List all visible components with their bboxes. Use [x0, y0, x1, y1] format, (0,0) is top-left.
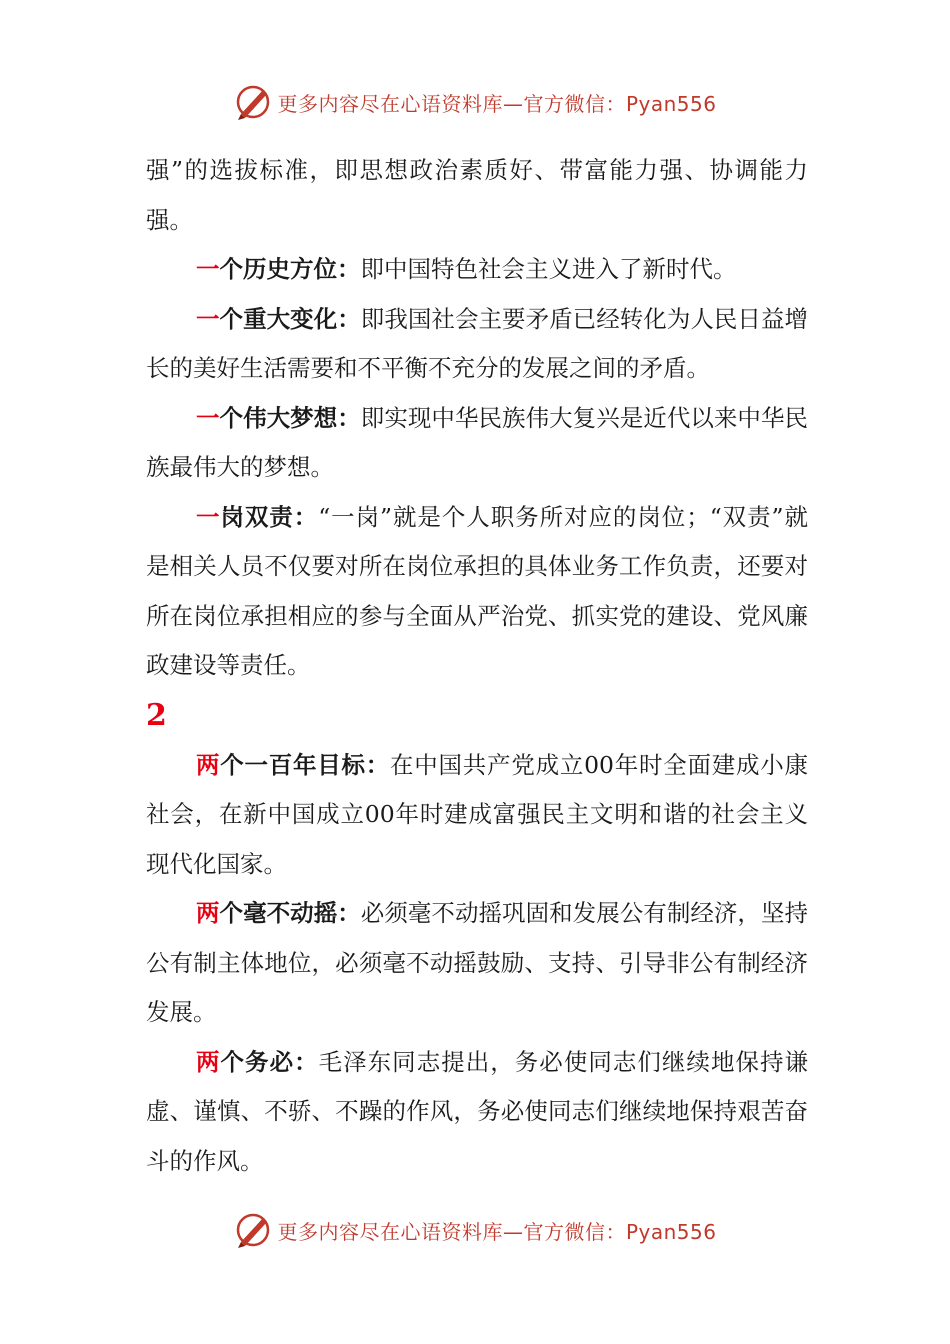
- entry-term: [196, 1048, 319, 1076]
- entry-term: [196, 305, 361, 333]
- pen-logo-icon: [233, 82, 273, 122]
- entry-term: [196, 503, 318, 531]
- footer-banner-text: 更多内容尽在心语资料库—官方微信：Pyan556: [277, 1219, 717, 1244]
- footer-banner: [0, 1210, 950, 1250]
- entry-term: [196, 751, 390, 779]
- entry-paragraph: [146, 245, 808, 295]
- entry-term-rest: 个伟大梦想：: [219, 403, 361, 432]
- header-banner-text: 更多内容尽在心语资料库—官方微信：Pyan556: [277, 91, 717, 116]
- entry-body: 毛泽东同志提出，务必使同志们继续地保持谦虚、谨慎、不骄、不躁的作风，务必使同志们继续地保持艰苦奋斗的作风。: [146, 1047, 809, 1175]
- entry-term-first-char: 两: [196, 899, 220, 927]
- header-banner: [0, 82, 950, 122]
- entry-term-rest: 个一百年目标：: [220, 750, 391, 779]
- entry-paragraph: [146, 295, 808, 394]
- entry-term: [196, 899, 361, 927]
- entry-term-first-char: 一: [196, 403, 220, 432]
- entry-term-rest: 个历史方位：: [219, 255, 361, 283]
- entry-term-rest: 个毫不动摇：: [219, 899, 361, 927]
- entry-body: 在中国共产党成立00年时全面建成小康社会，在新中国成立00年时建成富强民主文明和谐的社会主义现代化国家。: [146, 750, 809, 878]
- entry-term: [196, 255, 361, 283]
- entry-term-rest: 个重大变化：: [219, 304, 361, 333]
- entry-paragraph: [146, 394, 808, 493]
- entry-body: 即实现中华民族伟大复兴是近代以来中华民族最伟大的梦想。: [146, 403, 809, 481]
- section-number: 2: [146, 697, 167, 733]
- article-body: [146, 146, 808, 1186]
- entry-term-first-char: 两: [196, 750, 221, 779]
- entry-body: “一岗”就是个人职务所对应的岗位；“双责”就是相关人员不仅要对所在岗位承担的具体业务工作负责，还要对所在岗位承担相应的参与全面从严治党、抓实党的建设、党风廉政建设等责任。: [146, 502, 808, 679]
- entry-body: 必须毫不动摇巩固和发展公有制经济，坚持公有制主体地位，必须毫不动摇鼓励、支持、引导非公有制经济发展。: [146, 899, 809, 1026]
- pen-logo-icon: [233, 1210, 273, 1250]
- entry-term-first-char: 一: [196, 502, 221, 531]
- entry-paragraph: [146, 889, 808, 1038]
- entry-paragraph: [146, 493, 808, 691]
- entry-body: 即我国社会主要矛盾已经转化为人民日益增长的美好生活需要和不平衡不充分的发展之间的矛盾。: [146, 304, 809, 382]
- entry-term-rest: 个务必：: [220, 1047, 319, 1076]
- entry-paragraph: [146, 1038, 808, 1187]
- entry-term: [196, 404, 361, 432]
- entry-term-first-char: 两: [196, 1047, 221, 1076]
- entry-body: 即中国特色社会主义进入了新时代。: [360, 255, 737, 283]
- entry-term-first-char: 一: [196, 255, 220, 283]
- entry-paragraph: [146, 741, 808, 890]
- entry-term-rest: 岗双责：: [220, 502, 319, 531]
- intro-paragraph: 强”的选拔标准，即思想政治素质好、带富能力强、协调能力强。: [146, 156, 808, 234]
- entry-term-first-char: 一: [196, 304, 220, 333]
